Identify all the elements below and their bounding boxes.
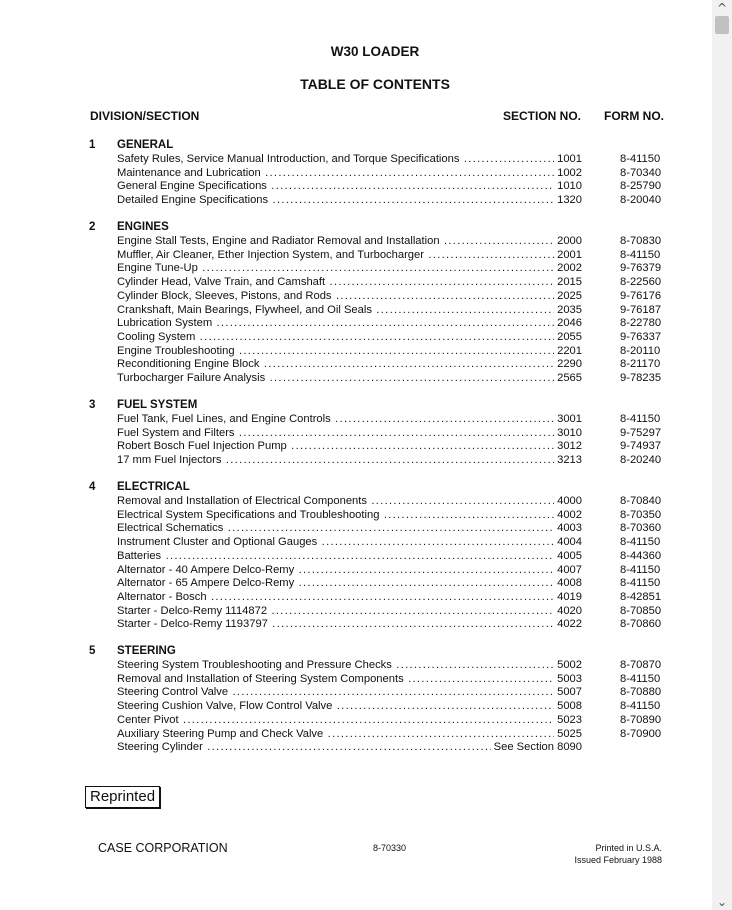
toc-row bbox=[117, 304, 662, 318]
toc-entry-label bbox=[117, 358, 582, 372]
toc-form-number: 8-70850 bbox=[620, 604, 662, 617]
toc-row bbox=[117, 235, 662, 249]
toc-entry-label bbox=[117, 686, 582, 700]
toc-entry-text: Steering Cushion Valve, Flow Control Valve bbox=[117, 700, 333, 713]
toc-entry-text: Batteries bbox=[117, 549, 162, 562]
toc-entry-text: Cooling System bbox=[117, 330, 196, 343]
toc-form-number: 8-21170 bbox=[620, 358, 661, 371]
toc-row bbox=[117, 536, 662, 550]
toc-entry-label bbox=[117, 659, 582, 673]
document-title: W30 LOADER bbox=[330, 44, 420, 59]
toc-section-number: 2290 bbox=[554, 358, 582, 372]
toc-entry-label bbox=[117, 427, 582, 441]
toc-form-number: 9-78235 bbox=[620, 372, 662, 384]
toc-form-number: 8-22780 bbox=[620, 317, 662, 330]
toc-row bbox=[117, 290, 662, 304]
toc-entry-text: Muffler, Air Cleaner, Ether Injection System, and Turbocharger bbox=[117, 248, 424, 261]
toc-entry-text: Fuel Tank, Fuel Lines, and Engine Controls bbox=[117, 413, 331, 425]
toc-entry-text: Removal and Installation of Steering System Components bbox=[117, 672, 404, 685]
toc-entry-label bbox=[117, 577, 582, 591]
toc-section-number: 2001 bbox=[554, 249, 582, 263]
footer-form-number: 8-70330 bbox=[373, 843, 407, 853]
toc-row bbox=[117, 714, 662, 728]
toc-entry-text: Safety Rules, Service Manual Introduction, and Torque Specifications bbox=[117, 153, 460, 165]
toc-entry-text: Engine Tune-Up bbox=[117, 262, 198, 275]
toc-entry-text: Detailed Engine Specifications bbox=[117, 194, 269, 207]
toc-entry-label bbox=[117, 605, 582, 619]
toc-form-number: 9-75297 bbox=[620, 426, 662, 439]
vertical-scrollbar[interactable] bbox=[712, 0, 732, 910]
toc-form-number: 8-44360 bbox=[620, 549, 662, 562]
toc-row bbox=[117, 413, 662, 427]
toc-entry-label bbox=[117, 153, 582, 167]
toc-form-number: 8-41150 bbox=[620, 577, 661, 590]
toc-row bbox=[117, 550, 662, 564]
toc-form-number: 8-70360 bbox=[620, 522, 662, 535]
toc-form-number: 9-76187 bbox=[620, 303, 662, 316]
toc-row bbox=[117, 194, 662, 208]
toc-section-number: 3012 bbox=[554, 440, 582, 454]
toc-entry-text: Electrical Schematics bbox=[117, 522, 224, 535]
document-subtitle: TABLE OF CONTENTS bbox=[300, 76, 450, 92]
toc-entry-label bbox=[117, 591, 582, 605]
toc-entry-text: Alternator - 40 Ampere Delco-Remy bbox=[117, 563, 295, 576]
toc-section-number: 2046 bbox=[554, 317, 582, 331]
toc-entry-label bbox=[117, 317, 582, 331]
toc-entry-label bbox=[117, 522, 582, 536]
toc-section-number: 5025 bbox=[554, 728, 582, 742]
toc-row bbox=[117, 427, 662, 441]
toc-section-number: 1002 bbox=[554, 167, 582, 181]
toc-form-number: 8-41150 bbox=[620, 563, 661, 576]
toc-section-number: 4005 bbox=[554, 550, 582, 564]
toc-form-number: 8-70340 bbox=[620, 166, 662, 179]
toc-entry-label bbox=[117, 536, 582, 550]
toc-entry-label bbox=[117, 618, 582, 632]
toc-entry-label bbox=[117, 509, 582, 523]
scroll-down-arrow-icon[interactable]: ⌄ bbox=[716, 895, 728, 909]
division-number: 3 bbox=[89, 399, 96, 411]
toc-row bbox=[117, 577, 662, 591]
division-title: ENGINES bbox=[117, 221, 169, 233]
toc-section-number: 1010 bbox=[554, 180, 582, 194]
toc-form-number: 8-70890 bbox=[620, 713, 662, 726]
toc-form-number: 9-76379 bbox=[620, 262, 662, 275]
toc-form-number: 8-70900 bbox=[620, 727, 662, 740]
toc-section-number: 4003 bbox=[554, 522, 582, 536]
toc-entry-label bbox=[117, 372, 582, 386]
toc-form-number: 8-41150 bbox=[620, 413, 661, 425]
toc-entry-label bbox=[117, 180, 582, 194]
toc-form-number: 8-70350 bbox=[620, 508, 662, 521]
toc-form-number: 8-25790 bbox=[620, 180, 662, 193]
toc-entry-label bbox=[117, 194, 582, 208]
division-title: ELECTRICAL bbox=[117, 481, 190, 493]
toc-row bbox=[117, 358, 662, 372]
toc-entry-label bbox=[117, 728, 582, 742]
toc-entry-label bbox=[117, 440, 582, 454]
toc-row bbox=[117, 659, 662, 673]
toc-entry-text: Starter - Delco-Remy 1193797 bbox=[117, 618, 268, 631]
toc-form-number: 8-41150 bbox=[620, 536, 661, 549]
toc-row bbox=[117, 522, 662, 536]
toc-entry-text: Steering Control Valve bbox=[117, 686, 229, 699]
division-number: 2 bbox=[89, 221, 96, 233]
toc-entry-label bbox=[117, 290, 582, 304]
toc-section-number: 2002 bbox=[554, 262, 582, 276]
toc-entry-label bbox=[117, 700, 582, 714]
toc-row bbox=[117, 686, 662, 700]
toc-form-number: 8-70830 bbox=[620, 235, 662, 247]
toc-section-number: 2055 bbox=[554, 331, 582, 345]
toc-entry-label bbox=[117, 495, 582, 509]
toc-row bbox=[117, 564, 662, 578]
division-title: STEERING bbox=[117, 645, 176, 657]
toc-entry-text: Lubrication System bbox=[117, 317, 213, 330]
toc-section-number: 5023 bbox=[554, 714, 582, 728]
toc-row bbox=[117, 495, 662, 509]
toc-section-number: 4000 bbox=[554, 495, 582, 509]
footer-printed: Printed in U.S.A. bbox=[595, 843, 662, 853]
toc-form-number: 9-74937 bbox=[620, 440, 662, 453]
toc-row bbox=[117, 372, 662, 386]
toc-row bbox=[117, 180, 662, 194]
toc-form-number: 8-41150 bbox=[620, 700, 661, 713]
toc-section-number: 2015 bbox=[554, 276, 582, 290]
toc-section-number: 4004 bbox=[554, 536, 582, 550]
toc-row bbox=[117, 317, 662, 331]
toc-section-number: 1001 bbox=[554, 153, 582, 167]
toc-entry-label bbox=[117, 304, 582, 318]
toc-row bbox=[117, 673, 662, 687]
toc-entry-text: Cylinder Block, Sleeves, Pistons, and Rods bbox=[117, 289, 332, 302]
toc-form-number: 8-70840 bbox=[620, 495, 662, 507]
toc-form-number: 8-20110 bbox=[620, 344, 661, 357]
toc-entry-text: Auxiliary Steering Pump and Check Valve bbox=[117, 727, 324, 740]
toc-entry-label bbox=[117, 673, 582, 687]
toc-form-number: 8-20240 bbox=[620, 454, 662, 467]
toc-row bbox=[117, 262, 662, 276]
toc-section-number: 3010 bbox=[554, 427, 582, 441]
toc-row bbox=[117, 741, 662, 755]
toc-form-number: 8-41150 bbox=[620, 248, 661, 261]
header-section-no: SECTION NO. bbox=[503, 109, 582, 123]
toc-section-number: 5008 bbox=[554, 700, 582, 714]
toc-form-number: 8-41150 bbox=[620, 672, 661, 685]
division-title: FUEL SYSTEM bbox=[117, 399, 198, 411]
toc-row bbox=[117, 605, 662, 619]
toc-entry-text: Reconditioning Engine Block bbox=[117, 358, 260, 371]
toc-entry-text: 17 mm Fuel Injectors bbox=[117, 454, 222, 467]
toc-entry-text: Center Pivot bbox=[117, 713, 179, 726]
toc-section-number: 2000 bbox=[554, 235, 582, 249]
toc-entry-text: Maintenance and Lubrication bbox=[117, 166, 261, 179]
scroll-thumb[interactable] bbox=[715, 16, 729, 34]
toc-entry-text: General Engine Specifications bbox=[117, 180, 267, 193]
scroll-up-arrow-icon[interactable]: ^ bbox=[716, 1, 728, 15]
toc-entry-text: Robert Bosch Fuel Injection Pump bbox=[117, 440, 287, 453]
toc-section-number: 4019 bbox=[554, 591, 582, 605]
toc-section-number: 2035 bbox=[554, 304, 582, 318]
toc-section-number: 5003 bbox=[554, 673, 582, 687]
division-number: 1 bbox=[89, 139, 96, 151]
toc-entry-label bbox=[117, 249, 582, 263]
toc-form-number: 9-76337 bbox=[620, 330, 662, 343]
toc-row bbox=[117, 728, 662, 742]
toc-row bbox=[117, 249, 662, 263]
header-form-no: FORM NO. bbox=[604, 109, 664, 123]
toc-form-number: 8-70880 bbox=[620, 686, 662, 699]
toc-row bbox=[117, 331, 662, 345]
toc-section-number: See Section 8090 bbox=[491, 741, 582, 755]
toc-form-number: 8-70860 bbox=[620, 618, 662, 631]
toc-entry-label bbox=[117, 235, 582, 249]
toc-form-number: 8-20040 bbox=[620, 194, 662, 207]
toc-row bbox=[117, 618, 662, 632]
toc-row bbox=[117, 276, 662, 290]
toc-entry-label bbox=[117, 262, 582, 276]
toc-entry-label bbox=[117, 276, 582, 290]
toc-entry-label bbox=[117, 564, 582, 578]
toc-entry-text: Instrument Cluster and Optional Gauges bbox=[117, 536, 318, 549]
toc-entry-label bbox=[117, 167, 582, 181]
toc-row bbox=[117, 700, 662, 714]
toc-entry-text: Engine Troubleshooting bbox=[117, 344, 235, 357]
toc-form-number: 8-22560 bbox=[620, 276, 662, 289]
toc-entry-label bbox=[117, 714, 582, 728]
toc-row bbox=[117, 591, 662, 605]
footer-issued: Issued February 1988 bbox=[574, 855, 662, 865]
toc-section-number: 2025 bbox=[554, 290, 582, 304]
toc-section-number: 4020 bbox=[554, 605, 582, 619]
toc-row bbox=[117, 509, 662, 523]
toc-section-number: 5007 bbox=[554, 686, 582, 700]
reprinted-stamp: Reprinted bbox=[85, 786, 160, 808]
footer-print-info bbox=[540, 842, 662, 866]
header-division: DIVISION/SECTION bbox=[90, 109, 200, 123]
toc-entry-text: Starter - Delco-Remy 1114872 bbox=[117, 604, 268, 617]
division-number: 5 bbox=[89, 645, 96, 657]
toc-entry-text: Cylinder Head, Valve Train, and Camshaft bbox=[117, 276, 326, 289]
toc-entry-label bbox=[117, 345, 582, 359]
toc-section-number: 1320 bbox=[554, 194, 582, 208]
toc-row bbox=[117, 440, 662, 454]
toc-section-number: 3001 bbox=[554, 413, 582, 427]
toc-section-number: 4022 bbox=[554, 618, 582, 632]
toc-row bbox=[117, 454, 662, 468]
toc-entry-text: Engine Stall Tests, Engine and Radiator Removal and Installation bbox=[117, 235, 440, 247]
toc-entry-label bbox=[117, 413, 582, 427]
toc-section-number: 4002 bbox=[554, 509, 582, 523]
toc-row bbox=[117, 167, 662, 181]
toc-entry-text: Removal and Installation of Electrical Components bbox=[117, 495, 367, 507]
toc-entry-label bbox=[117, 331, 582, 345]
toc-section-number: 3213 bbox=[554, 454, 582, 468]
toc-entry-text: Turbocharger Failure Analysis bbox=[117, 372, 266, 384]
toc-entry-text: Alternator - Bosch bbox=[117, 590, 207, 603]
toc-section-number: 4008 bbox=[554, 577, 582, 591]
toc-form-number: 9-76176 bbox=[620, 289, 662, 302]
toc-entry-text: Steering System Troubleshooting and Pressure Checks bbox=[117, 659, 392, 671]
toc-section-number: 2201 bbox=[554, 345, 582, 359]
toc-entry-label bbox=[117, 550, 582, 564]
division-title: GENERAL bbox=[117, 139, 174, 151]
toc-entry-text: Fuel System and Filters bbox=[117, 426, 235, 439]
toc-entry-text: Crankshaft, Main Bearings, Flywheel, and Oil Seals bbox=[117, 303, 372, 316]
toc-row bbox=[117, 345, 662, 359]
toc-form-number: 8-41150 bbox=[620, 153, 661, 165]
toc-entry-text: Alternator - 65 Ampere Delco-Remy bbox=[117, 577, 295, 590]
toc-section-number: 2565 bbox=[554, 372, 582, 386]
toc-entry-label bbox=[117, 454, 582, 468]
toc-entry-text: Steering Cylinder bbox=[117, 741, 203, 754]
toc-row bbox=[117, 153, 662, 167]
division-number: 4 bbox=[89, 481, 96, 493]
toc-entry-text: Electrical System Specifications and Troubleshooting bbox=[117, 508, 380, 521]
toc-section-number: 4007 bbox=[554, 564, 582, 578]
toc-section-number: 5002 bbox=[554, 659, 582, 673]
toc-form-number: 8-42851 bbox=[620, 590, 662, 603]
toc-form-number: 8-70870 bbox=[620, 659, 662, 671]
footer-company: CASE CORPORATION bbox=[98, 841, 228, 855]
